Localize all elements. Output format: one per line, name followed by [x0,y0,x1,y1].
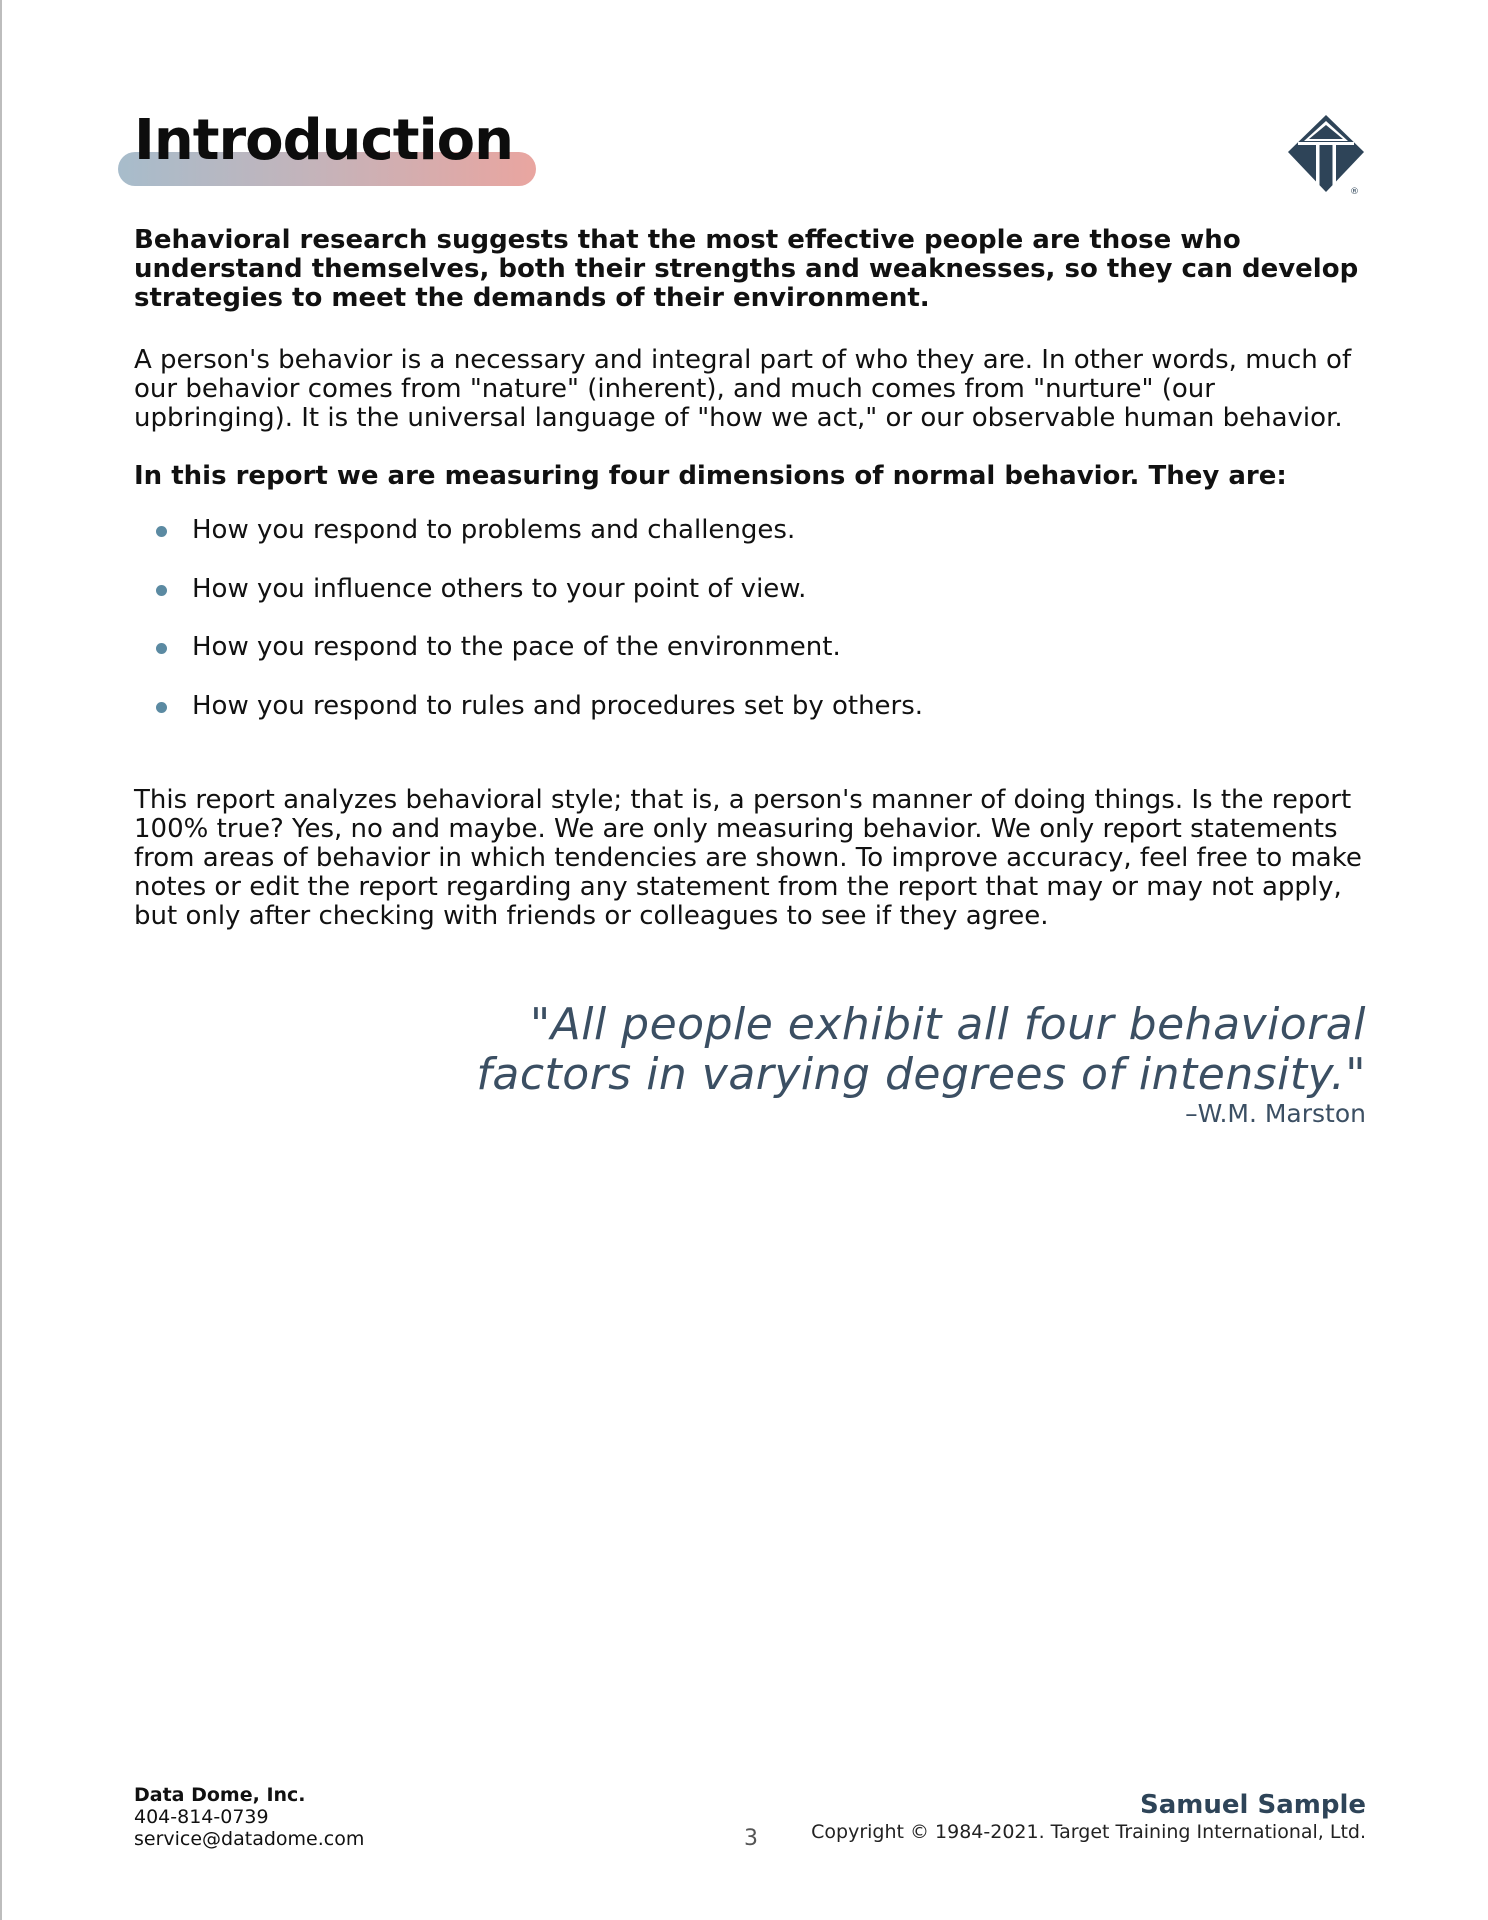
quote-line-1: "All people exhibit all four behavioral [529,999,1366,1050]
list-item [134,692,1366,751]
page-left-border [0,0,2,1920]
list-item [134,575,1366,634]
behavioral-style-paragraph: This report analyzes behavioral style; that is, a person's manner of doing things. Is the report 100% true? Yes, no and maybe. We are only measuring behavior. We only report statements from areas of behavior in which tendencies are shown. To improve accuracy, feel free to make notes or edit the report regarding any statement from the report that may or may not apply, but only after checking with friends or colleagues to see if they agree. [134,785,1362,931]
footer-phone: 404-814-0739 [134,1806,269,1828]
nature-nurture-paragraph: A person's behavior is a necessary and integral part of who they are. In other words, much of our behavior comes from "nature" (inherent), and much comes from "nurture" (our upbringing). It is the universal language of "how we act," or our observable human behavior. [134,345,1352,433]
dimensions-heading: In this report we are measuring four dimensions of normal behavior. They are: [134,461,1287,491]
footer-contact [134,1784,364,1850]
list-item-text: How you respond to rules and procedures set by others. [192,690,924,721]
copyright-notice: Copyright © 1984-2021. Target Training International, Ltd. [811,1821,1366,1843]
bullet-dot-icon [156,585,167,596]
footer-company-name: Data Dome, Inc. [134,1784,306,1806]
marston-quote [466,1000,1366,1128]
bullet-dot-icon [156,526,167,537]
list-item-text: How you respond to problems and challenges. [192,515,796,545]
respondent-name: Samuel Sample [1140,1790,1366,1820]
ttisi-diamond-logo-icon [1284,112,1368,196]
lead-paragraph: Behavioral research suggests that the most effective people are those who understand themselves, both their strengths and weaknesses, so they can develop strategies to meet the demands of their environment. [134,225,1359,313]
list-item-text: How you respond to the pace of the environment. [192,632,841,662]
dimensions-list [134,516,1366,750]
quote-line-2: factors in varying degrees of intensity." [476,1049,1366,1100]
list-item [134,633,1366,692]
bullet-dot-icon [156,643,167,654]
quote-author: –W.M. Marston [1185,1099,1366,1128]
page-number: 3 [744,1826,758,1851]
list-item [134,516,1366,575]
footer-email: service@datadome.com [134,1828,365,1850]
list-item-text: How you influence others to your point of view. [192,573,807,604]
bullet-dot-icon [156,702,167,713]
page-title: Introduction [134,108,514,173]
registered-mark: ® [1350,187,1359,196]
footer-respondent [811,1790,1366,1844]
page-title-block [118,108,538,188]
